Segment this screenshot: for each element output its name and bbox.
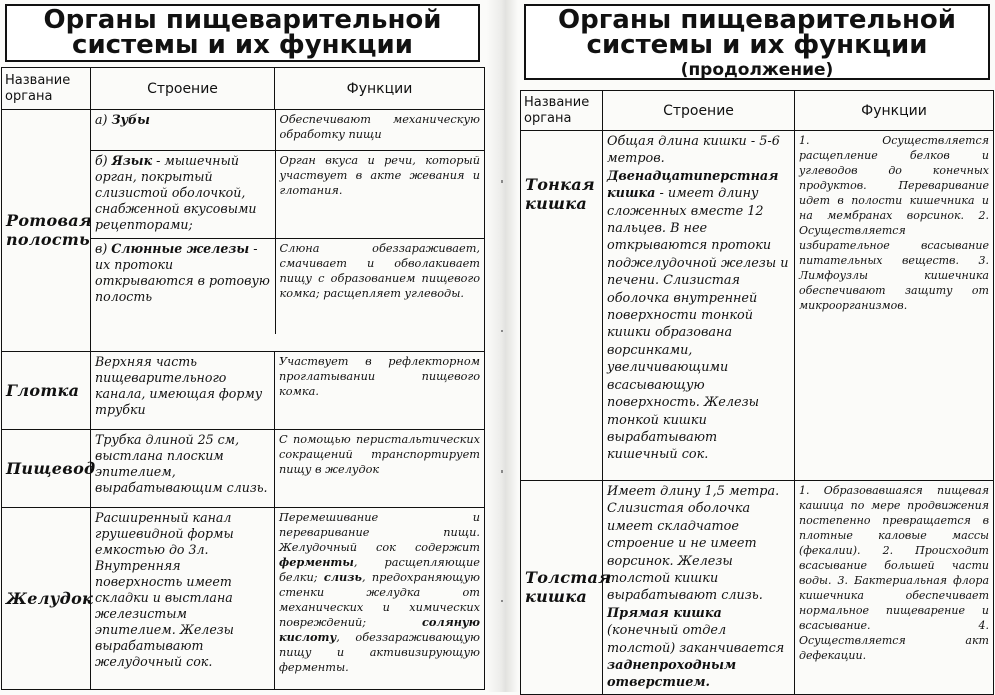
stomach-func-part-1: Перемешивание и переваривание пищи. Желудочный сок содержит [279,510,480,554]
header-organ-name: Название органа [521,91,603,131]
organ-structure: Трубка длиной 25 см, выстлана плоским эпителием, вырабатывающим слизь. [91,429,275,507]
table-row-esophagus [2,429,485,507]
mouth-item-a-name: Зубы [111,112,150,127]
organ-name: Ротовая полость [2,110,91,352]
organ-structure [603,481,795,695]
header-organ-name: Название органа [2,68,91,110]
stomach-func-acid: соляную кислоту [279,614,480,644]
table-row-large-intestine [521,481,994,695]
mouth-item-b-function: Орган вкуса и речи, который участвует в акте жевания и глотания. [275,150,484,238]
large-intestine-rectum: Прямая кишка [607,605,722,621]
table-row-stomach [2,507,485,689]
organ-name: Толстая кишка [521,481,603,695]
table-row-small-intestine [521,131,994,481]
title-line-2: системы и их функции [586,30,928,61]
stomach-func-mucus: слизь [323,569,362,584]
organ-name: Тонкая кишка [521,131,603,481]
page-title-right [524,4,990,80]
stomach-func-enzymes: ферменты [279,554,354,569]
organ-structure [603,131,795,481]
organ-name: Желудок [2,507,91,689]
mouth-item-b-text: - мышечный орган, покрытый слизистой оболочкой, снабженной вкусовыми рецепторами; [95,152,257,232]
mouth-item-c-text: - их протоки открываются в ротовую полость [95,240,270,304]
header-structure: Строение [603,91,795,131]
mouth-item-c-label: в) [95,240,112,256]
mouth-item-a-function: Обеспечивают механическую обработку пищи [275,110,484,150]
organ-function: С помощью перистальтических сокращений транспортирует пищу в желудок [275,429,485,507]
header-functions: Функции [795,91,994,131]
organ-structure: Расширенный канал грушевидной формы емкостью до 3л. Внутренняя поверхность имеет складки и выстлана железистым эпителием. Железы вырабатывают желудочный сок. [91,507,275,689]
small-intestine-text-1: Общая длина кишки - 5-6 метров. [607,134,780,167]
large-intestine-anus: заднепроходным отверстием. [607,658,737,691]
organs-table-left [1,67,485,690]
small-intestine-duodenum: Двенадцатиперстная кишка [607,168,779,202]
large-intestine-text-2: (конечный отдел толстой) заканчивается [607,623,785,656]
mouth-item-c-name: Слюнные железы [111,240,250,256]
mouth-item-a-label: а) [95,112,112,127]
organs-table-right [520,90,994,695]
title-line-2: системы и их функции [72,30,413,61]
organ-function: Участвует в рефлекторном проглатывании пищевого комка. [275,351,485,429]
header-functions: Функции [275,68,485,110]
stomach-func-part-3: , предохраняющую стенки желудка от механических и химических повреждений; [279,570,480,629]
organ-function [275,507,485,689]
stomach-func-part-4: , обеззараживающую пищу и активизирующую ферменты. [279,630,480,674]
page-title-left [5,4,480,62]
organ-structure: Верхняя часть пищеварительного канала, имеющая форму трубки [91,351,275,429]
organ-name: Пищевод [2,429,91,507]
page-gutter [487,0,518,692]
stomach-func-part-2: , расщепляющие белки; [279,555,480,584]
page-subtitle: (продолжение) [680,59,834,80]
header-row [521,91,994,131]
title-line-1: Органы пищеварительной [43,5,442,35]
large-intestine-text-1: Имеет длину 1,5 метра. Слизистая оболочка имеет складчатое строение и не имеет ворсинок. Железы толстой кишки вырабатывают слизь. [607,484,780,604]
title-line-1: Органы пищеварительной [558,5,956,35]
header-structure: Строение [91,68,275,110]
small-intestine-text-2: - имеет длину сложенных вместе 12 пальцев. В нее открываются протоки поджелудочной железы и печени. Слизистая оболочка внутренней поверхности тонкой кишки образована ворсинками, увеличивающими всасывающую поверхность. Железы тонкой кишки вырабатывают кишечный сок. [607,186,789,463]
mouth-item-b-label: б) [95,152,112,168]
table-row-mouth [2,110,485,352]
mouth-item-b-name: Язык [111,152,153,168]
header-row [2,68,485,110]
organ-function: 1. Образовавшаяся пищевая кашица по мере продвижения постепенно превращается в плотные каловые массы (фекалии). 2. Происходит всасывание большей части воды. 3. Бактериальная флора кишечника обеспечивает нормальное пищеварение и всасывание. 4. Осуществляется акт дефекации. [795,481,994,695]
mouth-subrows [91,110,485,352]
mouth-item-c-function: Слюна обеззараживает, смачивает и обволакивает пищу с образованием пищевого комка; расщепляет углеводы. [279,241,480,300]
table-row-pharynx [2,351,485,429]
organ-name: Глотка [2,351,91,429]
organ-function: 1. Осуществляется расщепление белков и углеводов до конечных продуктов. Переваривание идет в полости кишечника и на мембранах ворсинок. 2. Осуществляется избирательное всасывание питательных веществ. 3. Лимфоузлы кишечника обеспечивают защиту от микроорганизмов. [795,131,994,481]
